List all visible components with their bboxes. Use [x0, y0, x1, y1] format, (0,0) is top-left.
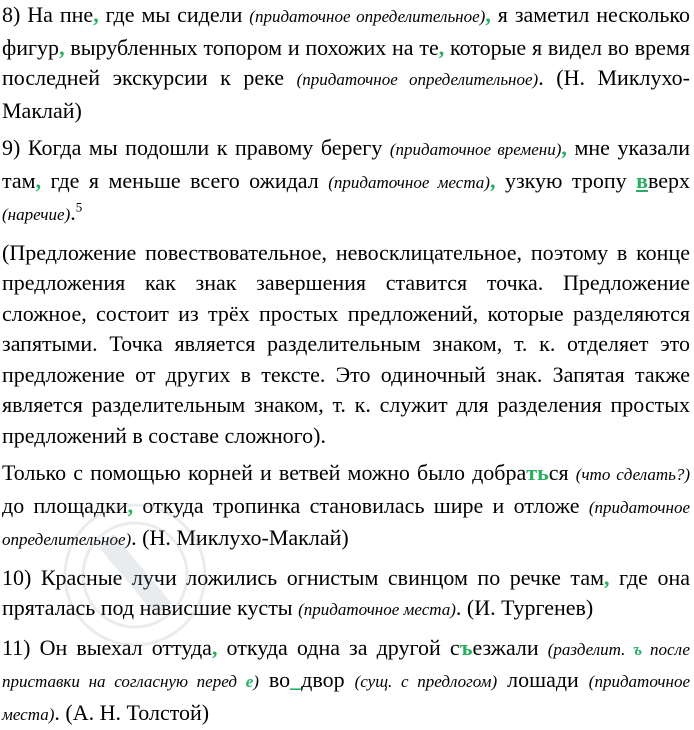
text-segment: езжали	[472, 635, 547, 660]
text-segment: до площадки	[2, 493, 128, 518]
text-segment: узкую тропу	[495, 168, 636, 193]
comma-mark: ,	[485, 2, 491, 27]
comma-mark: ,	[561, 135, 567, 160]
text-segment: я заметил несколько фигур	[2, 2, 690, 60]
text-segment: . (И. Тургенев)	[456, 595, 593, 620]
paragraph-example	[2, 458, 690, 556]
grammar-note: (придаточное определительное)	[249, 7, 485, 26]
highlighted-letter: е	[246, 672, 254, 691]
comma-mark: ,	[604, 565, 610, 590]
gap-mark: _	[290, 667, 301, 692]
text-segment: . (Н. Миклухо-Маклай)	[131, 525, 349, 550]
grammar-note: )	[253, 672, 259, 691]
text-segment: откуда тропинка становилась шире и отложе	[133, 493, 589, 518]
text-segment: 11) Он выехал оттуда	[2, 635, 212, 660]
text-segment: где мы сидели	[99, 2, 250, 27]
comma-mark: ,	[439, 35, 445, 60]
text-segment: где она пряталась под нависшие кусты	[2, 565, 690, 621]
comma-mark: ,	[212, 635, 218, 660]
grammar-note: после приставки на согласную перед	[2, 640, 690, 692]
text-segment: . (А. Н. Толстой)	[54, 700, 209, 725]
grammar-note: (придаточное места)	[2, 672, 690, 724]
paragraph-9	[2, 133, 690, 231]
text-segment: во	[259, 667, 290, 692]
text-segment: лошади	[497, 667, 589, 692]
analysis-paragraph: (Предложение повествовательное, невосклицательное, поэтому в конце предложения как знак завершения ставится точка. Предложение сложное, состоит из трёх простых предложений, которые разделяются запятыми. Точка является разделительным знаком, т. к. отделяет это предложение от других в тексте. Это одиночный знак. Запятая также является разделительным знаком, т. к. служит для разделения простых предложений в составе сложного).	[2, 238, 690, 452]
comma-mark: ,	[490, 168, 496, 193]
text-segment: вырубленных топором и похожих на те	[65, 35, 439, 60]
paragraph-11	[2, 633, 690, 730]
grammar-note: (сущ. с предлогом)	[355, 672, 498, 691]
grammar-note: (наречие)	[2, 205, 70, 224]
paragraph-8	[2, 0, 690, 126]
grammar-note: (придаточное места)	[298, 600, 456, 619]
comma-mark: ,	[93, 2, 99, 27]
text-segment: 10) Красные лучи ложились огнистым свинцом по речке там	[2, 565, 604, 590]
highlighted-letter: в	[636, 168, 648, 193]
comma-mark: ,	[128, 493, 134, 518]
grammar-note: (придаточное определительное)	[297, 70, 539, 89]
text-segment: ся	[549, 460, 576, 485]
text-segment: .	[70, 200, 76, 225]
text-segment: где я меньше всего ожидал	[41, 168, 328, 193]
document-page	[2, 0, 690, 730]
grammar-note: (придаточное места)	[328, 173, 490, 192]
highlighted-letter: ъ	[633, 640, 642, 659]
grammar-note: (придаточное времени)	[390, 140, 562, 159]
text-segment: двор	[301, 667, 354, 692]
grammar-note: (что сделать?)	[576, 465, 690, 484]
text-segment: . (Н. Миклухо-Маклай)	[2, 65, 690, 123]
text-segment: мне указали там	[2, 135, 690, 193]
text-segment: верх	[648, 168, 690, 193]
grammar-note: (придаточное определительное)	[2, 498, 690, 550]
highlighted-ending: ть	[526, 460, 548, 485]
comma-mark: ,	[36, 168, 42, 193]
text-segment: откуда одна за другой с	[217, 635, 459, 660]
text-segment: которые я видел во время последней экскурсии к реке	[2, 35, 690, 91]
footnote-marker: 5	[76, 200, 83, 215]
text-segment: 9) Когда мы подошли к правому берегу	[2, 135, 390, 160]
comma-mark: ,	[59, 35, 65, 60]
highlighted-letter: ъ	[460, 635, 473, 660]
text-segment: 8) На пне	[2, 2, 93, 27]
grammar-note: (разделит.	[548, 640, 633, 659]
paragraph-10	[2, 563, 690, 626]
text-segment: Только с помощью корней и ветвей можно было добра	[2, 460, 526, 485]
